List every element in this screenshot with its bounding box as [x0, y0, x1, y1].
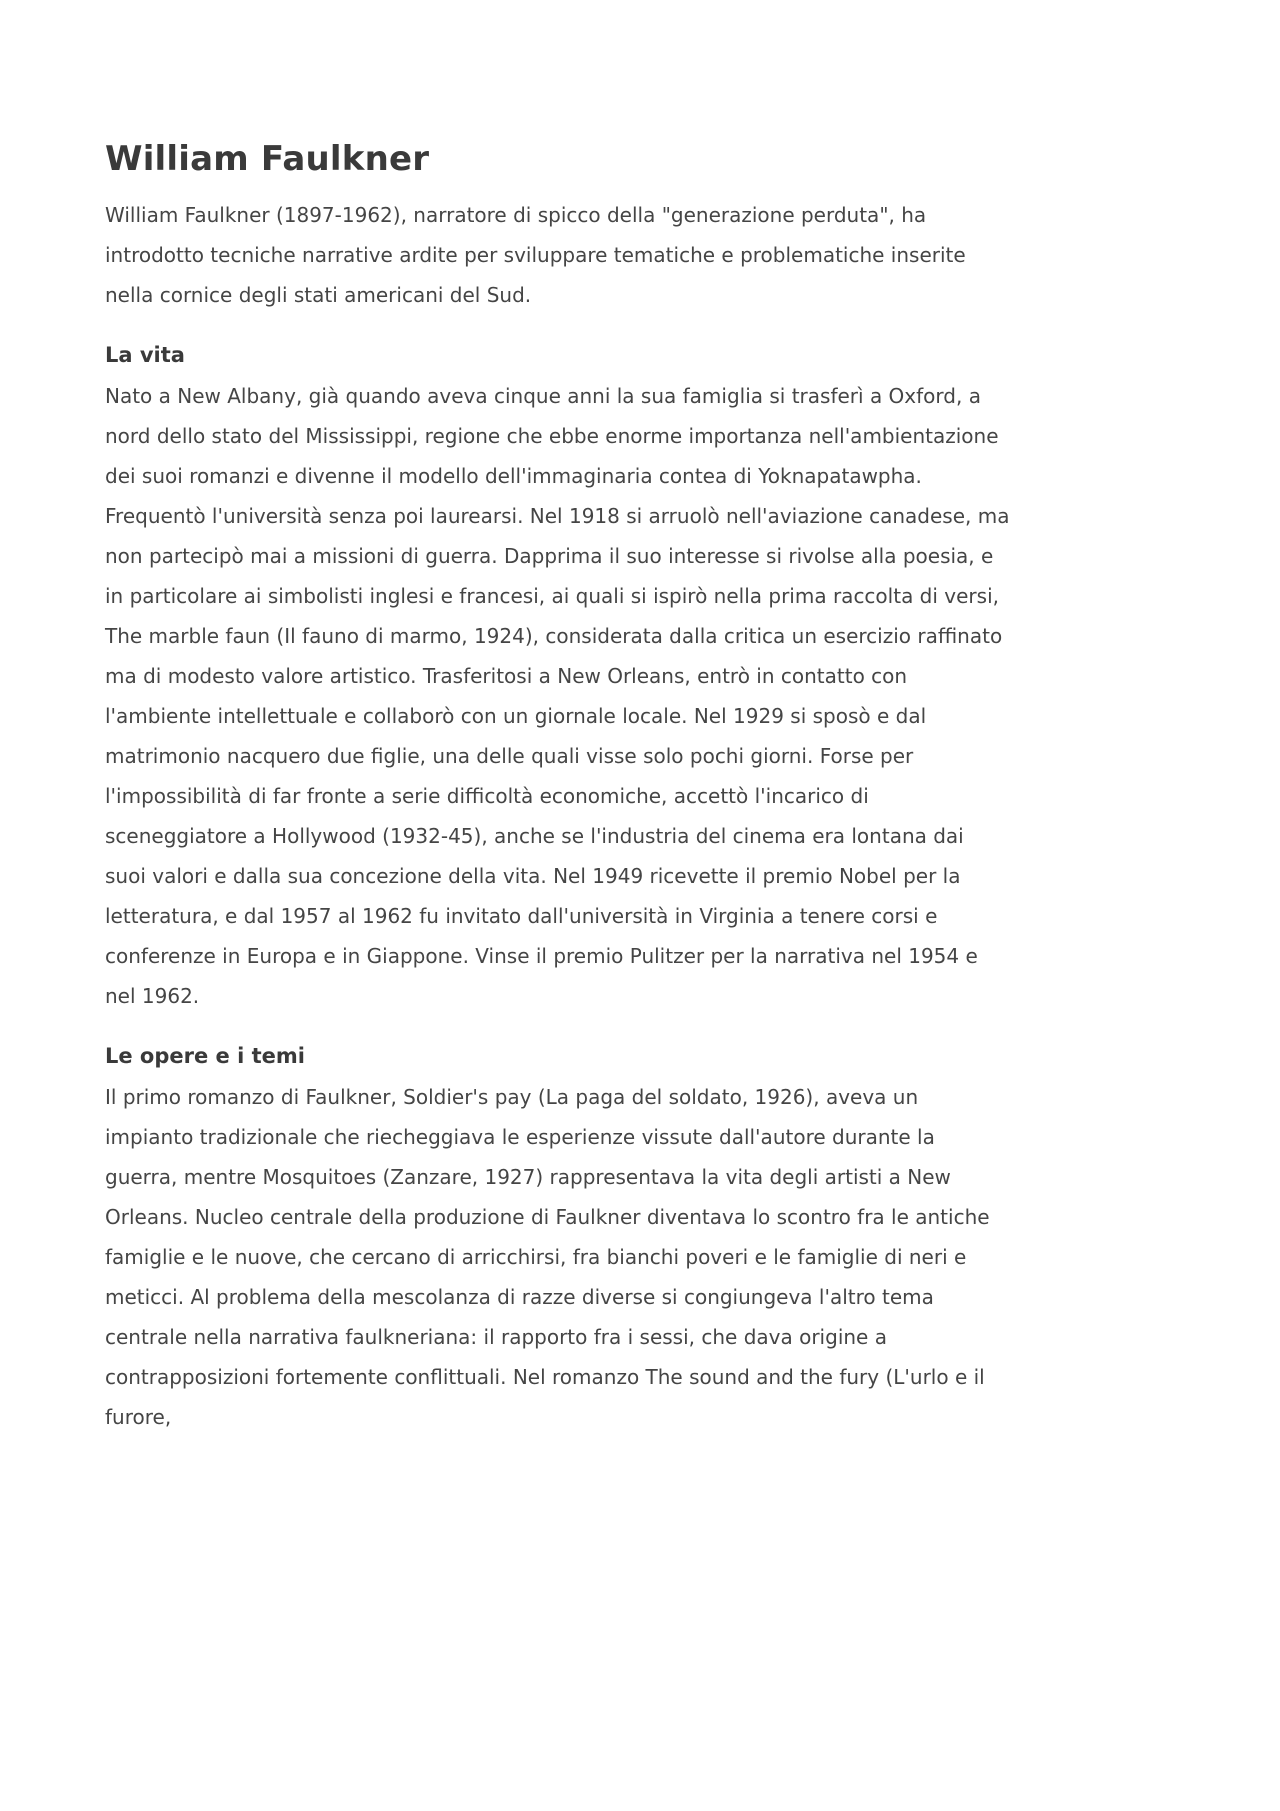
section-heading-la-vita: La vita — [105, 342, 185, 367]
section-body-la-vita: Nato a New Albany, già quando aveva cinque anni la sua famiglia si trasferì a Oxford, a nord dello stato del Mississippi, regione che ebbe enorme importanza nell'ambientazione dei suoi romanzi e divenne il modello dell'immaginaria contea di Yoknapatawpha. Frequentò l'università senza poi laurearsi. Nel 1918 si arruolò nell'aviazione canadese, ma non partecipò mai a missioni di guerra. Dapprima il suo interesse si rivolse alla poesia, e in particolare ai simbolisti inglesi e francesi, ai quali si ispirò nella prima raccolta di versi, The marble faun (Il fauno di marmo, 1924), considerata dalla critica un esercizio raffinato ma di modesto valore artistico. Trasferitosi a New Orleans, entrò in contatto con l'ambiente intellettuale e collaborò con un giornale locale. Nel 1929 si sposò e dal matrimonio nacquero due figlie, una delle quali visse solo pochi giorni. Forse per l'impossibilità di far fronte a serie difficoltà economiche, accettò l'incarico di sceneggiatore a Hollywood (1932-45), anche se l'industria del cinema era lontana dai suoi valori e dalla sua concezione della vita. Nel 1949 ricevette il premio Nobel per la letteratura, e dal 1957 al 1962 fu invitato dall'università in Virginia a tenere corsi e conferenze in Europa e in Giappone. Vinse il premio Pulitzer per la narrativa nel 1954 e nel 1962. — [105, 383, 1010, 1008]
page-title: William Faulkner — [105, 139, 430, 179]
section-heading-le-opere-e-i-temi: Le opere e i temi — [105, 1043, 305, 1068]
section-body-le-opere-e-i-temi: Il primo romanzo di Faulkner, Soldier's pay (La paga del soldato, 1926), aveva un impianto tradizionale che riecheggiava le esperienze vissute dall'autore durante la guerra, mentre Mosquitoes (Zanzare, 1927) rappresentava la vita degli artisti a New Orleans. Nucleo centrale della produzione di Faulkner diventava lo scontro fra le antiche famiglie e le nuove, che cercano di arricchirsi, fra bianchi poveri e le famiglie di neri e meticci. Al problema della mescolanza di razze diverse si congiungeva l'altro tema centrale nella narrativa faulkneriana: il rapporto fra i sessi, che dava origine a contrapposizioni fortemente conflittuali. Nel romanzo The sound and the fury (L'urlo e il furore, — [105, 1085, 990, 1430]
intro-paragraph: William Faulkner (1897-1962), narratore di spicco della "generazione perduta", ha introdotto tecniche narrative ardite per sviluppare tematiche e problematiche inserite nella cornice degli stati americani del Sud. — [105, 202, 966, 307]
